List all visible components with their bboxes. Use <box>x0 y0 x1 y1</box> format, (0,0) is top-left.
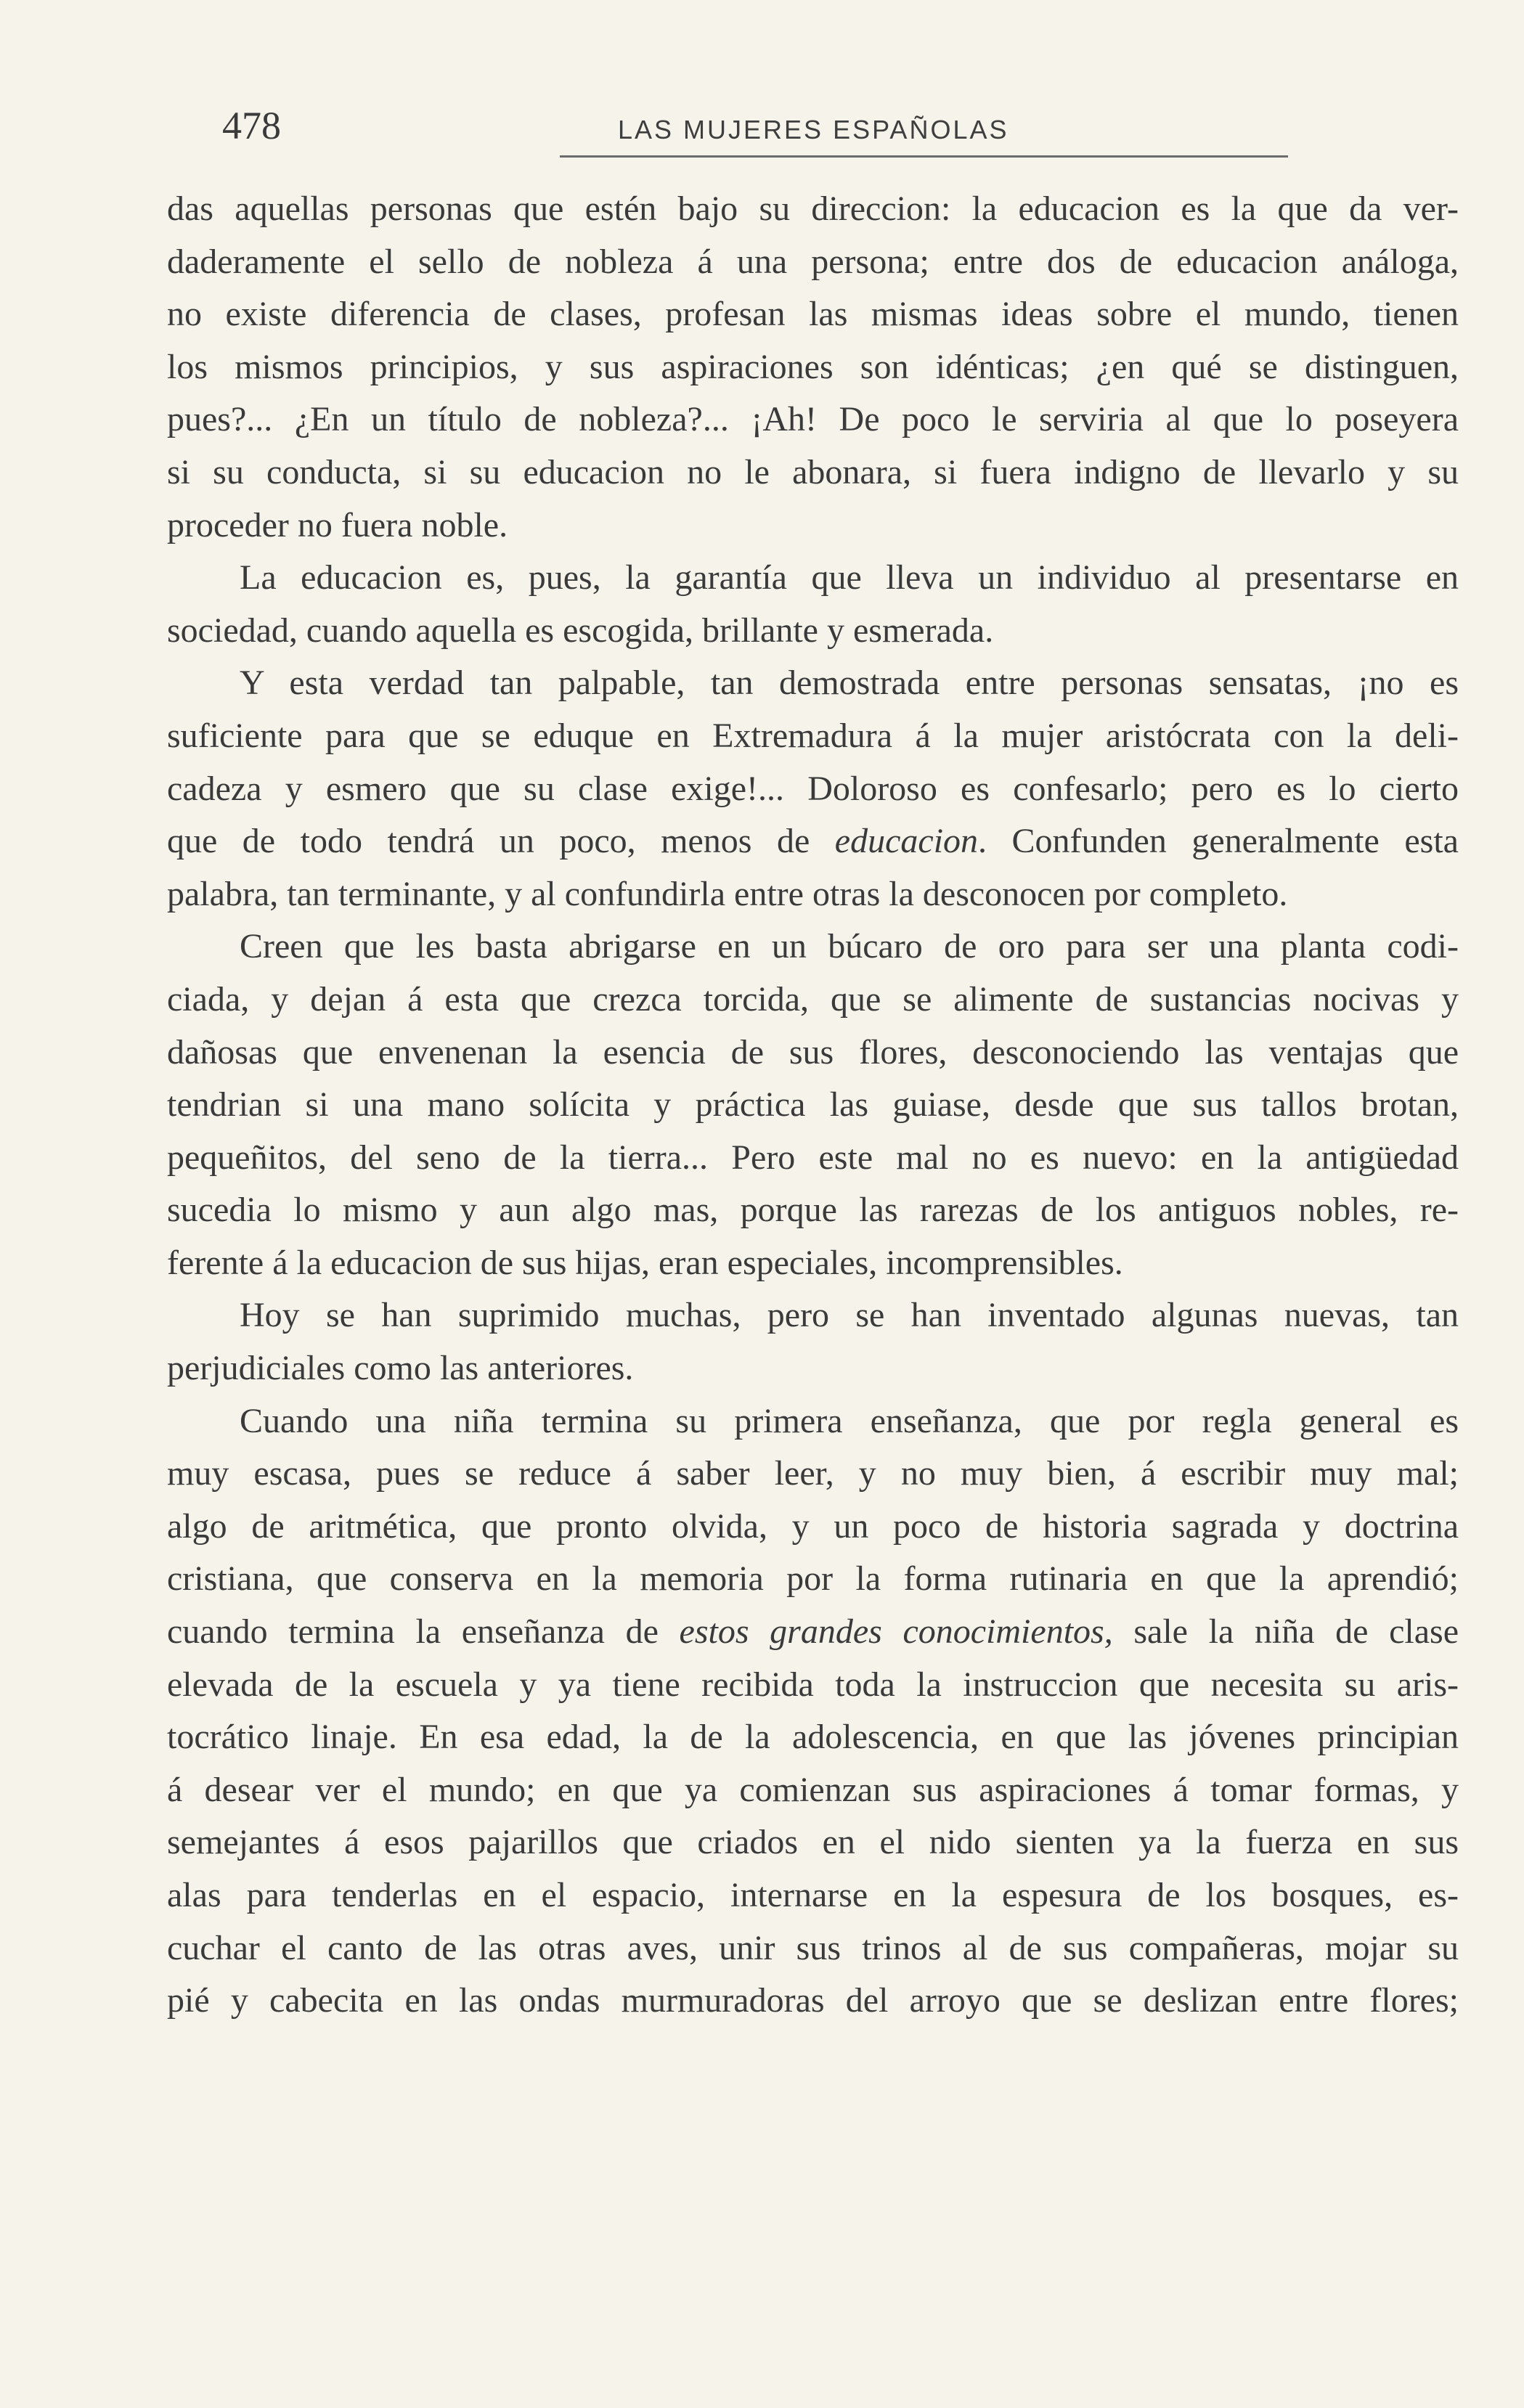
text-line <box>167 763 1459 816</box>
text-line <box>167 1606 1459 1659</box>
line-text: dañosas que envenenan la esencia de sus flores, desconociendo las ventajas que <box>167 1032 1459 1072</box>
text-line <box>167 710 1459 763</box>
line-text: pequeñitos, del seno de la tierra... Pero este mal no es nuevo: en la antigüedad <box>167 1138 1459 1177</box>
line-text: Y esta verdad tan palpable, tan demostrada entre personas sensatas, ¡no es <box>240 664 1459 703</box>
line-text: cadeza y esmero que su clase exige!... Doloroso es confesarlo; pero es lo cierto <box>167 769 1459 808</box>
text-line <box>167 341 1459 394</box>
body-text <box>167 183 1459 2028</box>
page-header <box>222 103 1272 161</box>
text-line <box>167 974 1459 1027</box>
text-line <box>167 552 1459 605</box>
text-line <box>167 815 1459 868</box>
page-number: 478 <box>222 104 281 147</box>
text-line <box>167 1132 1459 1185</box>
line-text: á desear ver el mundo; en que ya comienzan sus aspiraciones á tomar formas, y <box>167 1770 1459 1809</box>
text-line <box>167 1764 1459 1817</box>
line-text: proceder no fuera noble. <box>167 505 508 544</box>
line-text: si su conducta, si su educacion no le abonara, si fuera indigno de llevarlo y su <box>167 452 1459 491</box>
text-line <box>167 1448 1459 1501</box>
text-line <box>167 1922 1459 1975</box>
line-text: sucedia lo mismo y aun algo mas, porque las rarezas de los antiguos nobles, re- <box>167 1191 1459 1230</box>
emphasis-text: estos grandes conocimientos, <box>679 1612 1113 1652</box>
line-text: perjudiciales como las anteriores. <box>167 1349 634 1388</box>
line-text: tocrático linaje. En esa edad, la de la adolescencia, en que las jóvenes principian <box>167 1718 1459 1757</box>
text-line <box>167 1553 1459 1606</box>
line-text: tendrian si una mano solícita y práctica las guiase, desde que sus tallos brotan, <box>167 1085 1459 1125</box>
line-text: cristiana, que conserva en la memoria por la forma rutinaria en que la aprendió; <box>167 1559 1459 1599</box>
text-line <box>167 868 1459 921</box>
text-line <box>167 1975 1459 2028</box>
text-line <box>167 1079 1459 1132</box>
line-text: das aquellas personas que estén bajo su direccion: la educacion es la que da ver- <box>167 189 1459 228</box>
text-line <box>167 446 1459 499</box>
text-line <box>167 1342 1459 1395</box>
line-text: Hoy se han suprimido muchas, pero se han inventado algunas nuevas, tan <box>240 1296 1459 1335</box>
text-line <box>167 1501 1459 1554</box>
text-line <box>167 288 1459 341</box>
text-line <box>167 1711 1459 1764</box>
text-line <box>167 1184 1459 1237</box>
line-text: los mismos principios, y sus aspiraciones son idénticas; ¿en qué se distinguen, <box>167 347 1459 386</box>
line-text: suficiente para que se eduque en Extremadura á la mujer aristócrata con la deli- <box>167 716 1459 755</box>
line-text: daderamente el sello de nobleza á una persona; entre dos de educacion análoga, <box>167 242 1459 281</box>
line-text: ferente á la educacion de sus hijas, eran especiales, incomprensibles. <box>167 1243 1123 1282</box>
running-title: LAS MUJERES ESPAÑOLAS <box>618 115 1009 144</box>
line-text: cuchar el canto de las otras aves, unir sus trinos al de sus compañeras, mojar su <box>167 1928 1459 1967</box>
line-text: elevada de la escuela y ya tiene recibida toda la instruccion que necesita su aris- <box>167 1665 1459 1704</box>
text-line <box>167 1027 1459 1079</box>
line-text: no existe diferencia de clases, profesan las mismas ideas sobre el mundo, tienen <box>167 295 1459 334</box>
text-line <box>167 1237 1459 1290</box>
line-text: pié y cabecita en las ondas murmuradoras del arroyo que se deslizan entre flores; <box>167 1981 1459 2020</box>
line-text: semejantes á esos pajarillos que criados en el nido sienten ya la fuerza en sus <box>167 1823 1459 1862</box>
text-line <box>167 499 1459 552</box>
header-rule <box>560 155 1288 158</box>
line-text: muy escasa, pues se reduce á saber leer, y no muy bien, á escribir muy mal; <box>167 1454 1459 1493</box>
text-line <box>167 657 1459 710</box>
text-line <box>167 1869 1459 1922</box>
line-text: pues?... ¿En un título de nobleza?... ¡Ah! De poco le serviria al que lo poseyera <box>167 400 1459 439</box>
line-text: sociedad, cuando aquella es escogida, brillante y esmerada. <box>167 611 994 650</box>
line-text: . Confunden generalmente esta <box>978 822 1459 861</box>
text-line <box>167 921 1459 974</box>
text-line <box>167 183 1459 236</box>
line-text: Creen que les basta abrigarse en un búcaro de oro para ser una planta codi- <box>240 927 1459 966</box>
line-text: Cuando una niña termina su primera enseñanza, que por regla general es <box>240 1401 1459 1440</box>
text-line <box>167 236 1459 289</box>
text-line <box>167 1816 1459 1869</box>
line-text: cuando termina la enseñanza de <box>167 1612 680 1652</box>
line-text: sale la niña de clase <box>1112 1612 1459 1652</box>
text-line <box>167 1659 1459 1712</box>
line-text: palabra, tan terminante, y al confundirla entre otras la desconocen por completo. <box>167 874 1288 913</box>
text-line <box>167 1395 1459 1448</box>
line-text: ciada, y dejan á esta que crezca torcida, que se alimente de sustancias nocivas y <box>167 979 1459 1019</box>
text-line <box>167 393 1459 446</box>
line-text: algo de aritmética, que pronto olvida, y un poco de historia sagrada y doctrina <box>167 1506 1459 1546</box>
emphasis-text: educacion <box>834 822 979 861</box>
line-text: alas para tenderlas en el espacio, internarse en la espesura de los bosques, es- <box>167 1876 1459 1914</box>
line-text: que de todo tendrá un poco, menos de <box>167 822 835 861</box>
line-text: La educacion es, pues, la garantía que lleva un individuo al presentarse en <box>240 558 1459 597</box>
text-line <box>167 605 1459 658</box>
text-line <box>167 1289 1459 1342</box>
